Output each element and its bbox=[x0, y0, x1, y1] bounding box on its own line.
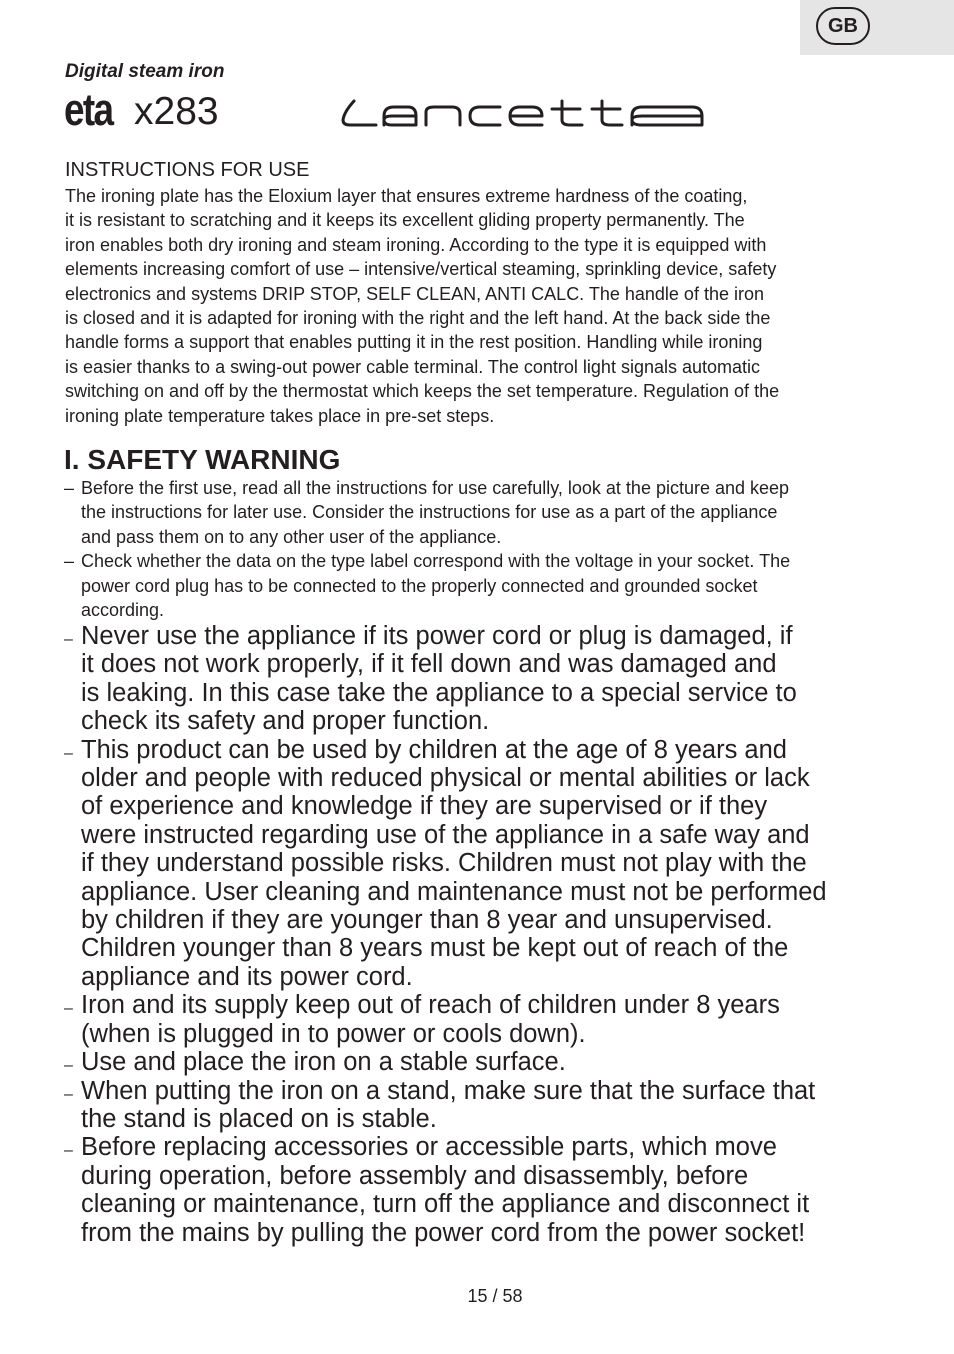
item-line: according. bbox=[81, 600, 165, 621]
item-line: check its safety and proper function. bbox=[81, 707, 490, 736]
safety-list-large bbox=[64, 622, 904, 1247]
language-tab bbox=[800, 0, 954, 55]
item-line: Use and place the iron on a stable surface. bbox=[81, 1048, 566, 1077]
item-line: Before the first use, read all the instructions for use carefully, look at the picture and keep bbox=[81, 478, 790, 498]
item-line: cleaning or maintenance, turn off the appliance and disconnect it bbox=[81, 1190, 810, 1219]
brand-name: eta bbox=[64, 84, 113, 135]
item-line: This product can be used by children at the age of 8 years and bbox=[81, 735, 787, 764]
intro-line: is easier thanks to a swing-out power cable terminal. The control light signals automatic bbox=[65, 356, 761, 377]
item-line: from the mains by pulling the power cord from the power socket! bbox=[81, 1218, 806, 1247]
item-line: Check whether the data on the type label correspond with the voltage in your socket. The bbox=[81, 551, 791, 572]
item-line: if they understand possible risks. Children must not play with the bbox=[81, 849, 807, 878]
intro-line: elements increasing comfort of use – intensive/vertical steaming, sprinkling device, safety bbox=[65, 259, 777, 280]
item-line: were instructed regarding use of the appliance in a safe way and bbox=[81, 820, 810, 849]
item-line: appliance. User cleaning and maintenance must not be performed bbox=[81, 877, 827, 906]
item-line: the instructions for later use. Consider the instructions for use as a part of the appliance bbox=[81, 502, 778, 523]
bullet-dash: – bbox=[64, 1000, 73, 1018]
list-item bbox=[64, 1077, 904, 1134]
list-item bbox=[64, 736, 904, 992]
intro-line: handle forms a support that enables putting it in the rest position. Handling while ironing bbox=[65, 332, 763, 353]
list-item bbox=[64, 991, 904, 1048]
intro-line: switching on and off by the thermostat which keeps the set temperature. Regulation of the bbox=[65, 381, 780, 402]
intro-line: The ironing plate has the Eloxium layer that ensures extreme hardness of the coating, bbox=[65, 186, 748, 206]
item-line: power cord plug has to be connected to the properly connected and grounded socket bbox=[81, 575, 758, 596]
item-line: (when is plugged in to power or cools down). bbox=[81, 1019, 586, 1048]
item-line: of experience and knowledge if they are supervised or if they bbox=[81, 792, 768, 821]
instructions-heading: INSTRUCTIONS FOR USE bbox=[65, 159, 310, 181]
intro-line: electronics and systems DRIP STOP, SELF CLEAN, ANTI CALC. The handle of the iron bbox=[65, 283, 764, 304]
item-line: is leaking. In this case take the appliance to a special service to bbox=[81, 678, 797, 707]
item-line: it does not work properly, if it fell down and was damaged and bbox=[81, 650, 777, 679]
lancetta-logo bbox=[340, 98, 706, 128]
bullet-dash: – bbox=[64, 1057, 73, 1075]
intro-line: ironing plate temperature takes place in pre-set steps. bbox=[65, 405, 495, 426]
list-item bbox=[64, 1133, 904, 1247]
item-line: during operation, before assembly and disassembly, before bbox=[81, 1161, 749, 1190]
bullet-dash: – bbox=[64, 1142, 73, 1160]
intro-paragraph bbox=[65, 184, 895, 428]
model-title bbox=[64, 84, 219, 136]
bullet-dash: – bbox=[64, 551, 75, 572]
list-item bbox=[64, 476, 904, 549]
model-code: x283 bbox=[134, 90, 219, 133]
item-line: the stand is placed on is stable. bbox=[81, 1104, 437, 1133]
item-line: Before replacing accessories or accessible parts, which move bbox=[81, 1133, 777, 1162]
item-line: by children if they are younger than 8 year and unsupervised. bbox=[81, 906, 773, 935]
safety-warning-heading: I. SAFETY WARNING bbox=[64, 444, 341, 475]
item-line: Never use the appliance if its power cord or plug is damaged, if bbox=[81, 622, 793, 650]
safety-list-small bbox=[64, 476, 904, 622]
language-badge: GB bbox=[816, 7, 870, 45]
item-line: older and people with reduced physical or mental abilities or lack bbox=[81, 764, 810, 793]
bullet-dash: – bbox=[64, 1085, 73, 1103]
list-item bbox=[64, 622, 904, 736]
bullet-dash: – bbox=[64, 744, 73, 762]
bullet-dash: – bbox=[64, 478, 75, 498]
list-item bbox=[64, 1048, 904, 1076]
intro-line: is closed and it is adapted for ironing with the right and the left hand. At the back side the bbox=[65, 308, 771, 329]
item-line: appliance and its power cord. bbox=[81, 962, 413, 991]
intro-line: iron enables both dry ironing and steam ironing. According to the type it is equipped with bbox=[65, 234, 767, 255]
item-line: When putting the iron on a stand, make sure that the surface that bbox=[81, 1076, 816, 1105]
item-line: Iron and its supply keep out of reach of children under 8 years bbox=[81, 991, 780, 1020]
intro-line: it is resistant to scratching and it keeps its excellent gliding property permanently. The bbox=[65, 210, 745, 231]
item-line: and pass them on to any other user of the appliance. bbox=[81, 526, 502, 547]
document-subtitle: Digital steam iron bbox=[65, 61, 225, 82]
list-item bbox=[64, 549, 904, 622]
item-line: Children younger than 8 years must be kept out of reach of the bbox=[81, 934, 789, 963]
page-number: 15 / 58 bbox=[467, 1286, 523, 1306]
bullet-dash: – bbox=[64, 631, 73, 648]
